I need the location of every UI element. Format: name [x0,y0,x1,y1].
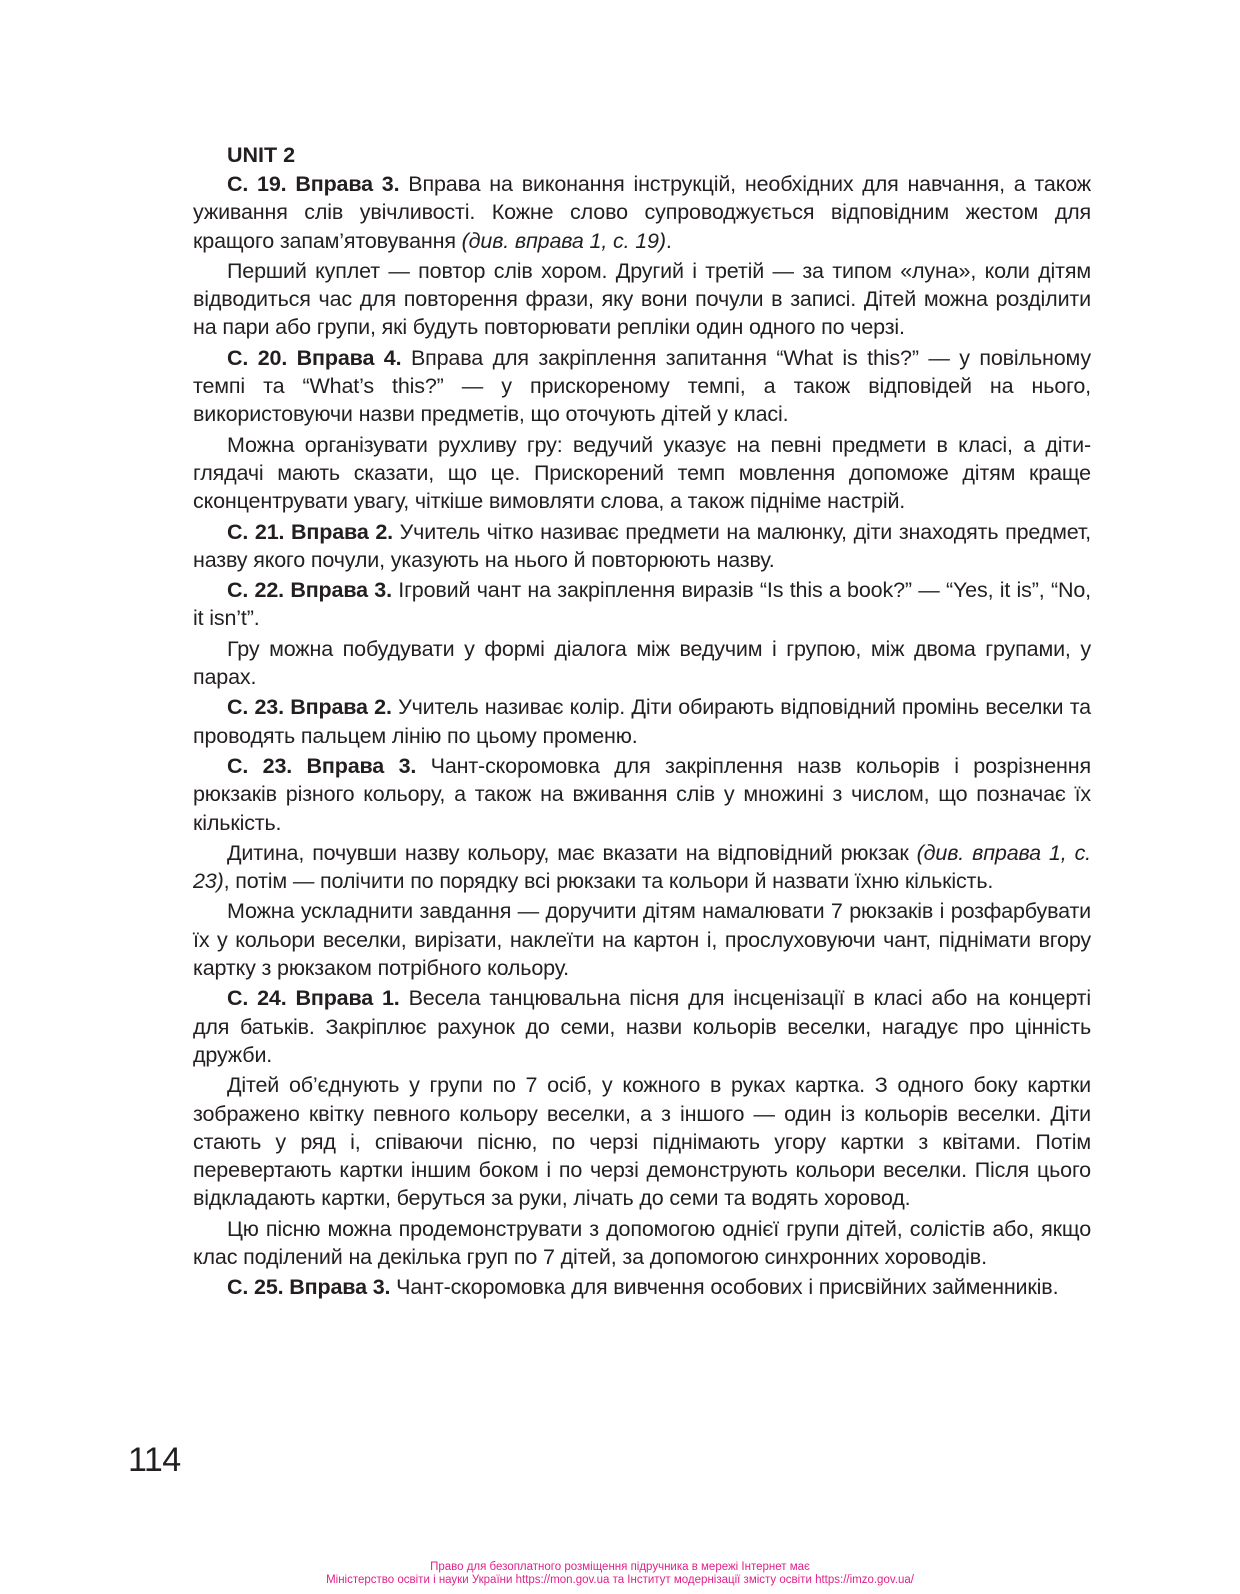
exercise-reference: С. 25. Вправа 3. [227,1275,391,1300]
paragraph-text: Учитель називає колір. Діти обирають відповідний промінь веселки та проводять пальцем лінію по цьому променю. [193,695,1091,748]
paragraph-text: Перший куплет — повтор слів хором. Другий і третій — за типом «луна», коли дітям відводиться час для повторення фрази, яку вони почули в записі. Дітей можна розділити на пари або групи, які будуть повторювати репліки один одного по черзі. [193,258,1091,340]
paragraph [193,1071,1091,1212]
paragraph [193,984,1091,1069]
paragraph [193,518,1091,575]
paragraph [193,576,1091,633]
paragraph-text: Вправа на виконання інструкцій, необхідних для навчання, а також уживання слів увічливості. Кожне слово супроводжується відповідним жестом для кращого запам’ятовування [193,172,1091,253]
page-body [193,140,1091,1302]
paragraph-text: Вправа для закріплення запитання “What is this?” — у повільному темпі та “What’s this?” — у прискореному темпі, а також відповідей на нього, використовуючи назви предметів, що оточують дітей у класі. [193,345,1091,427]
paragraph-text: Дітей об’єднують у групи по 7 осіб, у кожного в руках картка. З одного боку картки зображено квітку певного кольору веселки, а з іншого — один із кольорів веселки. Діти стають у ряд і, співаючи пісню, по черзі піднімають угору картки з квітами. Потім перевертають картки іншим боком і по черзі демонструють кольори веселки. Після цього відкладають картки, беруться за руки, лічать до семи та водять хоровод. [193,1073,1091,1211]
exercise-reference: С. 19. Вправа 3. [227,172,400,196]
paragraph [193,839,1091,896]
exercise-reference: С. 24. Вправа 1. [227,986,400,1011]
unit-heading: UNIT 2 [227,143,296,167]
paragraph-text: Чант-скоромовка для закріплення назв кольорів і розрізнення рюкзаків різного кольору, а також на вживання слів у множині з числом, що позначає їх кількість. [193,753,1091,835]
paragraph-text: Учитель чітко називає предмети на малюнку, діти знаходять предмет, назву якого почули, указують на нього й повторюють назву. [193,519,1091,572]
footer-links-line: Міністерство освіти і науки України https://mon.gov.ua та Інститут модернізації змісту освіти https://imzo.gov.ua/ [326,1574,914,1586]
paragraph [193,344,1091,429]
paragraph-text: Можна організувати рухливу гру: ведучий указує на певні предмети в класі, а діти-глядачі мають сказати, що це. Прискорений темп мовлення допоможе дітям краще сконцентрувати увагу, чіткіше вимовляти слова, а також підніме настрій. [193,432,1091,514]
paragraph-text: Чант-скоромовка для вивчення особових і присвійних займенників. [390,1275,1059,1300]
footer-rights-line: Право для безоплатного розміщення підручника в мережі Інтернет має [430,1561,810,1573]
exercise-reference: С. 23. Вправа 3. [227,753,417,778]
paragraph-text: Весела танцювальна пісня для інсценізації в класі або на концерті для батьків. Закріплює рахунок до семи, назви кольорів веселки, нагадує про цінність дружби. [193,986,1091,1067]
paragraph-text-end: . [665,228,672,253]
paragraph [193,897,1091,982]
reference-note: (див. вправа 1, с. 19) [461,228,666,253]
paragraph-text: Ігровий чант на закріплення виразів “Is this a book?” — “Yes, it is”, “No, it isn’t”. [193,578,1091,631]
exercise-reference: С. 20. Вправа 4. [227,345,402,370]
paragraph [193,431,1091,516]
paragraph-text-end: , потім — полічити по порядку всі рюкзаки та кольори й назвати їхню кількість. [223,869,994,894]
paragraph-text: Дитина, почувши назву кольору, має вказати на відповідний рюкзак [227,840,917,865]
paragraph [193,1215,1091,1272]
paragraph [193,635,1091,692]
exercise-reference: С. 22. Вправа 3. [227,578,392,603]
paragraph [193,752,1091,837]
paragraph-text: Можна ускладнити завдання — доручити дітям намалювати 7 рюкзаків і розфарбувати їх у кольори веселки, вирізати, наклеїти на картон і, прослуховуючи чант, піднімати вгору картку з рюкзаком потрібного кольору. [193,899,1091,981]
exercise-reference: С. 21. Вправа 2. [227,519,393,544]
exercise-reference: С. 23. Вправа 2. [227,695,392,720]
reference-note: (див. вправа 1, с. 23) [193,840,1091,894]
paragraph [193,257,1091,342]
paragraph-text: Цю пісню можна продемонструвати з допомогою однієї групи дітей, солістів або, якщо клас поділений на декілька груп по 7 дітей, за допомогою синхронних хороводів. [193,1216,1091,1269]
paragraph-text: Гру можна побудувати у формі діалога між ведучим і групою, між двома групами, у парах. [193,636,1091,690]
page-number: 114 [128,1441,181,1479]
paragraph [193,1273,1091,1301]
paragraph [193,170,1091,255]
paragraph [193,693,1091,750]
